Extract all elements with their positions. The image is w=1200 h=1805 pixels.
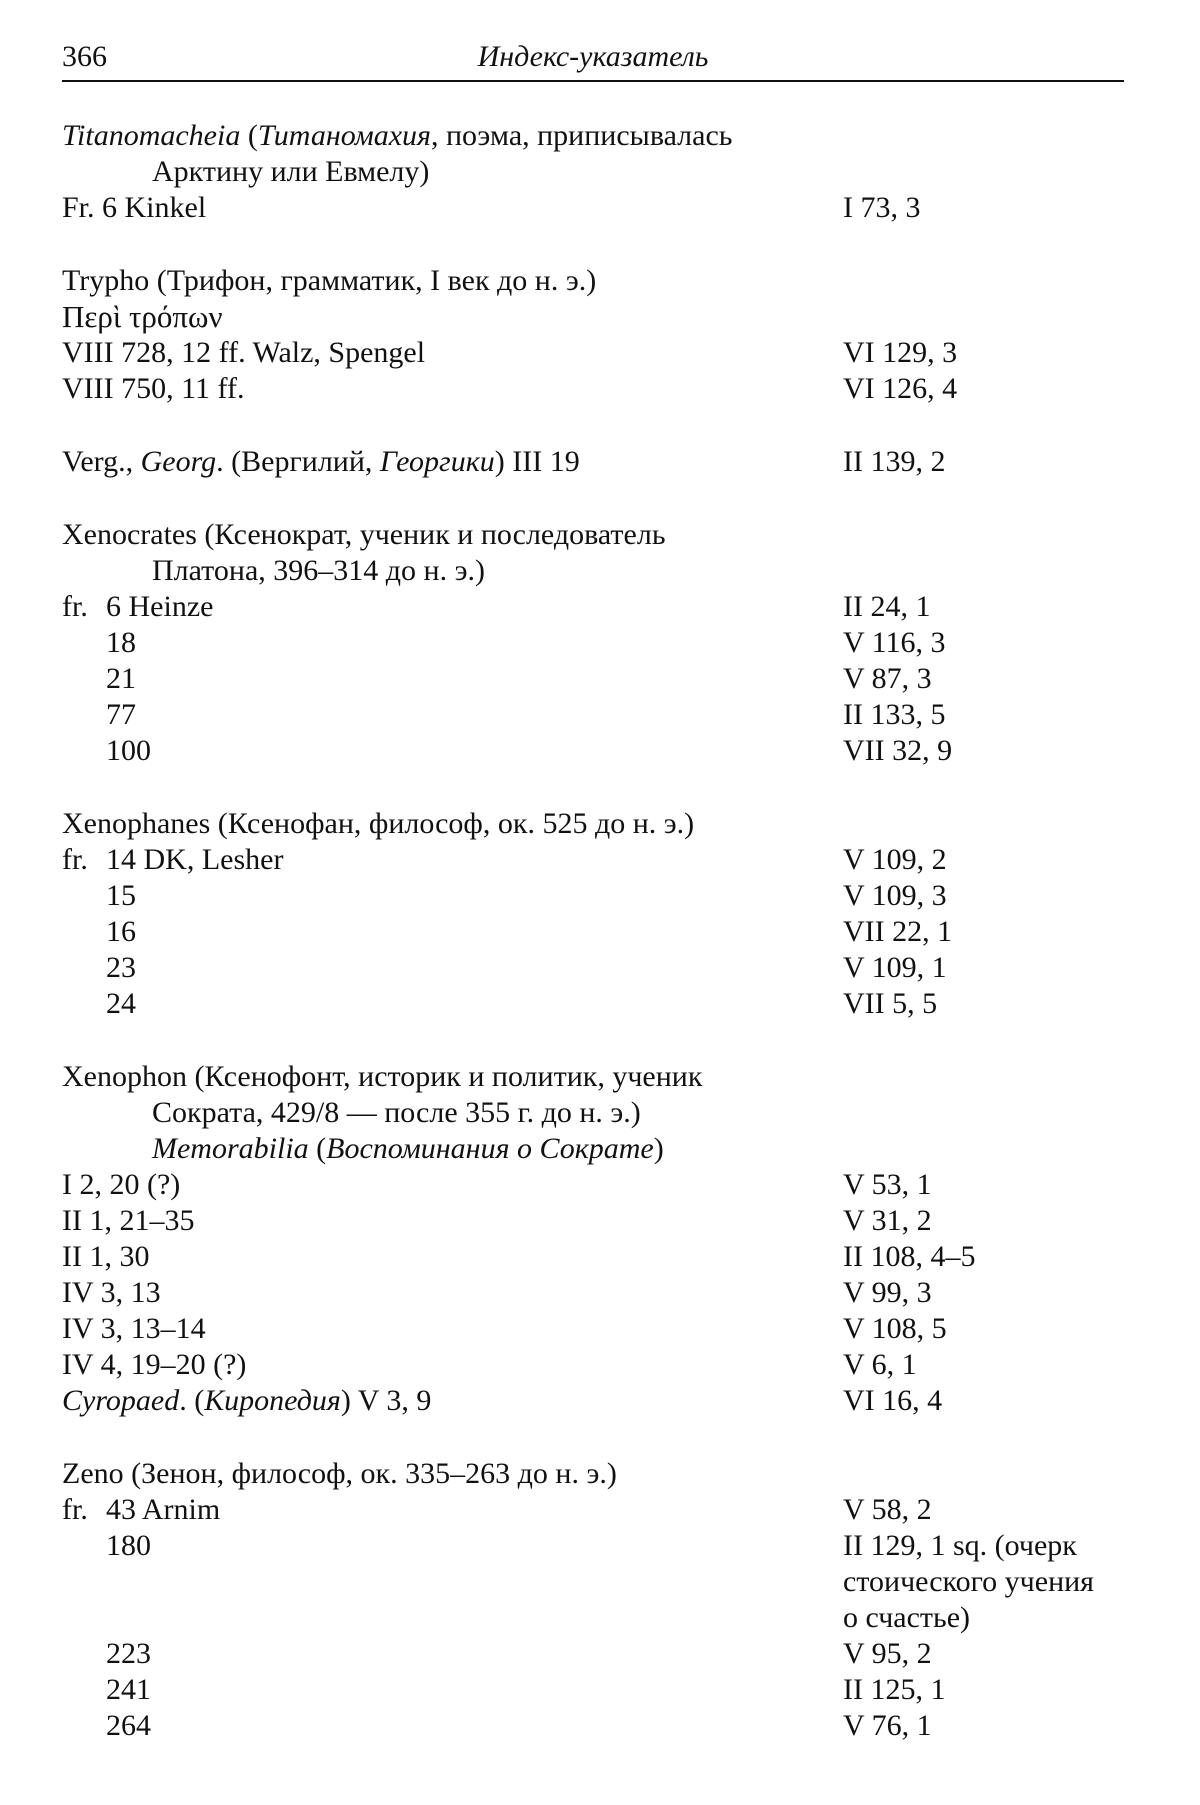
- index-row: [62, 1275, 1124, 1311]
- index-row: [62, 1528, 1124, 1564]
- citation-reference: II 133, 5: [843, 698, 946, 731]
- citation-source: 24: [106, 987, 136, 1020]
- entry-xenophanes: [62, 806, 1124, 1022]
- citation-source: VIII 728, 12 ff. Walz, Spengel: [62, 336, 426, 369]
- citation-reference: VII 5, 5: [843, 987, 938, 1020]
- index-row-continuation: [62, 1564, 1124, 1600]
- citation-note: стоического учения: [843, 1565, 1094, 1598]
- citation-reference: V 6, 1: [843, 1348, 917, 1381]
- citation-reference: V 109, 1: [843, 951, 947, 984]
- work-title: Memorabilia: [152, 1132, 309, 1165]
- entry-xenophon: [62, 1059, 1124, 1419]
- entry-heading: [62, 1059, 1124, 1095]
- citation-source: 180: [106, 1529, 151, 1562]
- citation-reference: V 116, 3: [843, 626, 946, 659]
- citation-reference: V 108, 5: [843, 1312, 947, 1345]
- heading-text: (: [308, 1132, 327, 1165]
- citation-reference: VI 16, 4: [843, 1384, 943, 1417]
- citation-source: 223: [106, 1637, 151, 1670]
- citation-reference: I 73, 3: [843, 191, 921, 224]
- index-row: [62, 1383, 1124, 1419]
- work-title-ru: Воспоминания о Сократе: [326, 1132, 654, 1165]
- work-title-ru: Титаномахия: [257, 119, 431, 152]
- index-row-continuation: [62, 1600, 1124, 1636]
- index-row: [62, 1492, 1124, 1528]
- citation-reference: V 58, 2: [843, 1493, 932, 1526]
- index-row: [62, 1203, 1124, 1239]
- fragment-number: 43 Arnim: [106, 1493, 221, 1526]
- citation-source: 241: [106, 1673, 151, 1706]
- work-title-ru: Георгики: [379, 445, 495, 478]
- index-row: [62, 914, 1124, 950]
- index-row: [62, 1636, 1124, 1672]
- entry-xenocrates: [62, 517, 1124, 769]
- citation-source: 264: [106, 1709, 151, 1742]
- work-title-ru: Киропедия: [204, 1384, 341, 1417]
- citation-source: 77: [106, 698, 136, 731]
- work-title: Cyropaed: [62, 1384, 180, 1417]
- citation-source: [62, 1492, 221, 1528]
- entry-heading-continuation: Платона, 396–314 до н. э.): [152, 554, 485, 587]
- index-row: [62, 1347, 1124, 1383]
- index-row: [62, 661, 1124, 697]
- heading-text: . (Вергилий,: [216, 445, 380, 478]
- heading-text: Xenocrates (Ксенократ, ученик и последователь: [62, 518, 666, 551]
- heading-text: ) III 19: [494, 445, 580, 478]
- citation-source: IV 3, 13–14: [62, 1312, 206, 1345]
- citation-reference: V 95, 2: [843, 1637, 932, 1670]
- fragment-number: 14 DK, Lesher: [106, 843, 284, 876]
- citation-reference: VII 32, 9: [843, 734, 953, 767]
- index-row: [62, 335, 1124, 371]
- heading-text: , поэма, приписывалась: [431, 119, 733, 152]
- citation-source: 16: [106, 915, 136, 948]
- citation-source: VIII 750, 11 ff.: [62, 372, 245, 405]
- index-row: [62, 444, 1124, 480]
- index-body: [62, 118, 1124, 1781]
- index-row: [62, 371, 1124, 407]
- author-abbrev: Verg.,: [62, 445, 141, 478]
- citation-source: [62, 1383, 431, 1419]
- citation-reference: VI 126, 4: [843, 372, 958, 405]
- citation-source: IV 4, 19–20 (?): [62, 1348, 247, 1381]
- heading-text: Trypho (Трифон, грамматик, I век до н. э.): [62, 264, 597, 297]
- page-number: 366: [62, 40, 107, 73]
- fragment-prefix: fr.: [62, 590, 88, 623]
- citation-source: II 1, 30: [62, 1240, 150, 1273]
- citation-source: I 2, 20 (?): [62, 1168, 181, 1201]
- work-title: Georg: [140, 445, 217, 478]
- entry-heading: [62, 118, 1124, 154]
- citation-source: 21: [106, 662, 136, 695]
- index-row: [62, 625, 1124, 661]
- index-row: [62, 1167, 1124, 1203]
- citation-source: 100: [106, 734, 151, 767]
- citation-source: 23: [106, 951, 136, 984]
- entry-heading: [62, 517, 1124, 553]
- citation-source: [62, 444, 580, 480]
- index-row: [62, 1708, 1124, 1744]
- index-row: [62, 589, 1124, 625]
- heading-text: ) V 3, 9: [340, 1384, 432, 1417]
- heading-text: Xenophon (Ксенофонт, историк и политик, ученик: [62, 1060, 703, 1093]
- heading-text: Zeno (Зенон, философ, ок. 335–263 до н. э.): [62, 1457, 617, 1490]
- index-row: [62, 950, 1124, 986]
- citation-reference: II 129, 1 sq. (очерк: [843, 1529, 1077, 1562]
- page-header: [62, 36, 1124, 82]
- entry-heading-continuation: Арктину или Евмелу): [152, 155, 430, 188]
- index-row: [62, 986, 1124, 1022]
- entry-trypho: [62, 263, 1124, 407]
- citation-reference: V 109, 2: [843, 843, 947, 876]
- work-title: Titanomacheia: [62, 119, 241, 152]
- index-row: [62, 842, 1124, 878]
- work-heading: [62, 1131, 1124, 1167]
- fragment-prefix: fr.: [62, 843, 88, 876]
- citation-reference: II 108, 4–5: [843, 1240, 976, 1273]
- citation-source: II 1, 21–35: [62, 1204, 195, 1237]
- heading-text: Xenophanes (Ксенофан, философ, ок. 525 до н. э.): [62, 807, 695, 840]
- index-row: [62, 1239, 1124, 1275]
- citation-reference: VII 22, 1: [843, 915, 953, 948]
- citation-reference: II 139, 2: [843, 445, 946, 478]
- citation-source: 15: [106, 879, 136, 912]
- citation-reference: V 109, 3: [843, 879, 947, 912]
- heading-text: (: [240, 119, 258, 152]
- index-row: [62, 697, 1124, 733]
- citation-source: Fr. 6 Kinkel: [62, 191, 207, 224]
- index-row: [62, 733, 1124, 769]
- entry-heading-continuation: Сократа, 429/8 — после 355 г. до н. э.): [152, 1096, 641, 1129]
- greek-work-title: Περὶ τρόπων: [62, 299, 223, 334]
- index-row: [62, 1672, 1124, 1708]
- index-row: [62, 1311, 1124, 1347]
- citation-reference: II 24, 1: [843, 590, 931, 623]
- citation-reference: V 99, 3: [843, 1276, 932, 1309]
- index-row: [62, 190, 1124, 226]
- entry-heading: [62, 806, 1124, 842]
- citation-source: 18: [106, 626, 136, 659]
- citation-source: [62, 589, 214, 625]
- heading-text: . (: [179, 1384, 205, 1417]
- citation-reference: VI 129, 3: [843, 336, 958, 369]
- index-row: [62, 878, 1124, 914]
- fragment-number: 6 Heinze: [106, 590, 214, 623]
- citation-reference: V 87, 3: [843, 662, 932, 695]
- fragment-prefix: fr.: [62, 1493, 88, 1526]
- citation-reference: II 125, 1: [843, 1673, 946, 1706]
- entry-vergil: [62, 444, 1124, 480]
- entry-heading: [62, 1456, 1124, 1492]
- citation-source: [62, 842, 284, 878]
- running-title: Индекс-указатель: [477, 40, 709, 73]
- entry-titanomacheia: [62, 118, 1124, 226]
- citation-source: IV 3, 13: [62, 1276, 161, 1309]
- citation-reference: V 76, 1: [843, 1709, 932, 1742]
- entry-heading: [62, 263, 1124, 299]
- heading-text: ): [653, 1132, 664, 1165]
- citation-reference: V 53, 1: [843, 1168, 932, 1201]
- citation-reference: V 31, 2: [843, 1204, 932, 1237]
- citation-note: о счастье): [843, 1601, 971, 1634]
- entry-zeno: [62, 1456, 1124, 1744]
